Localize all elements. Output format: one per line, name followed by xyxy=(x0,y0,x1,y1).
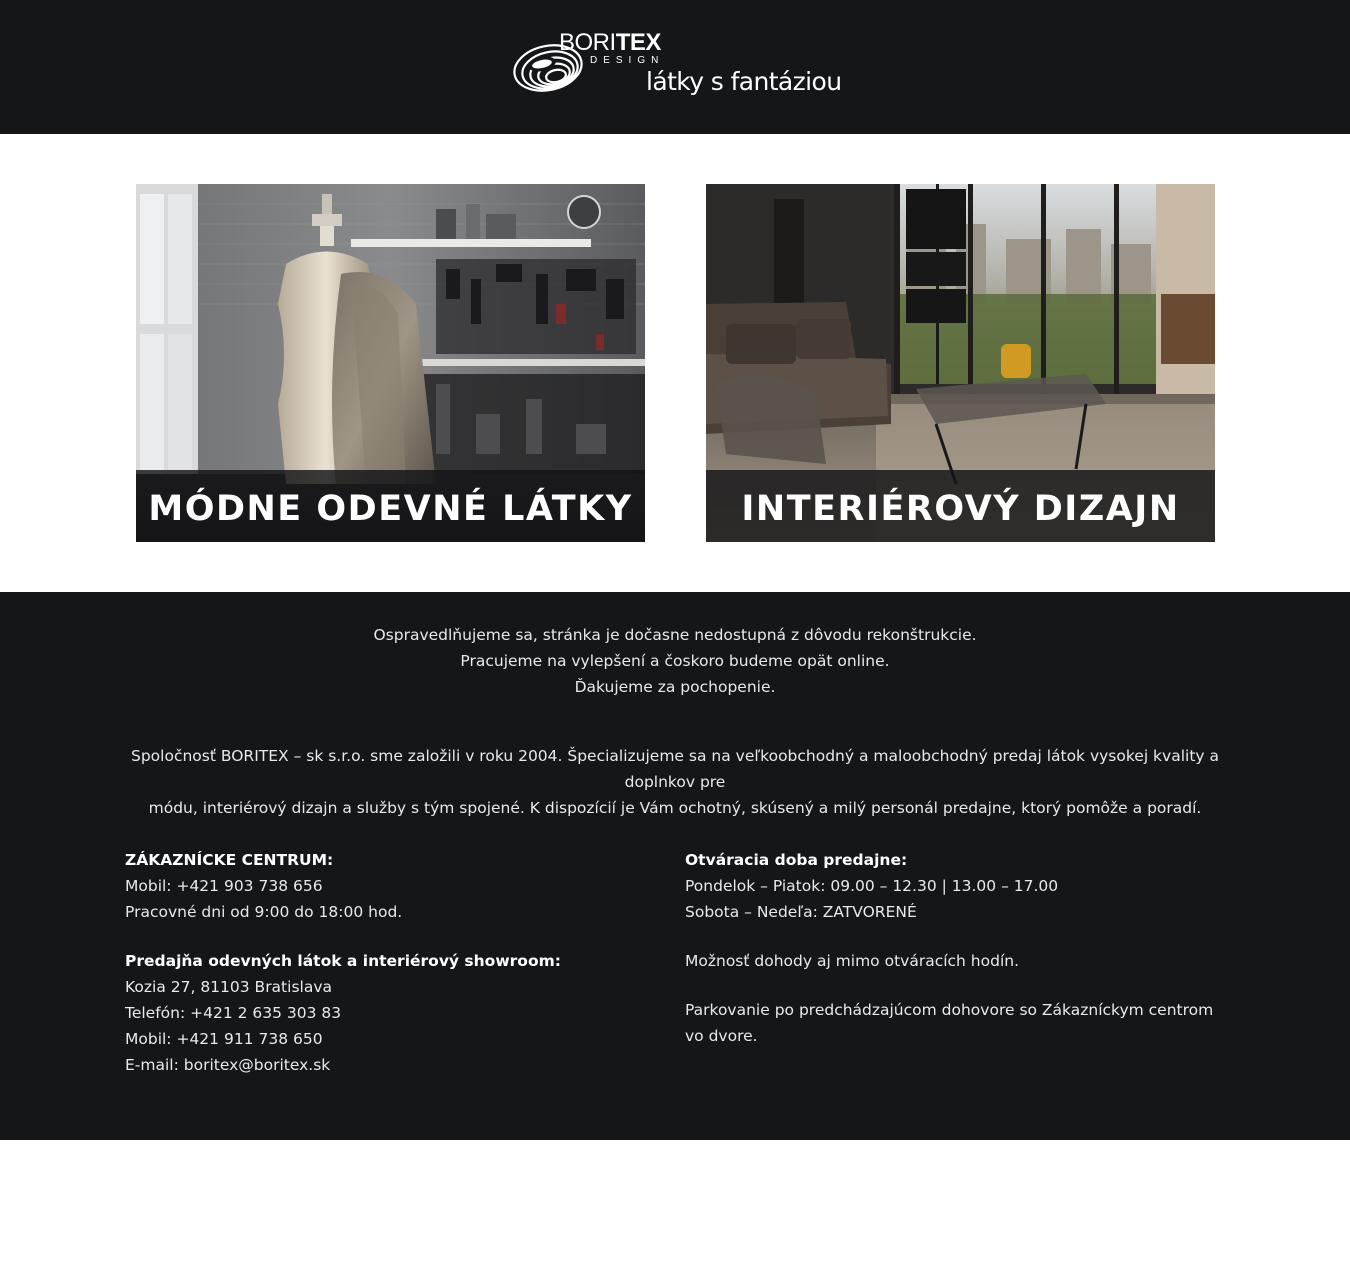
parking-info: Parkovanie po predchádzajúcom dohovore so Zákazníckym centrom vo dvore. xyxy=(685,1001,1214,1045)
customer-center-hours: Pracovné dni od 9:00 do 18:00 hod. xyxy=(125,903,403,921)
showroom-address: Kozia 27, 81103 Bratislava xyxy=(125,978,332,996)
brand-subtitle: DESIGN xyxy=(590,55,665,66)
notice-line: Pracujeme na vylepšení a čoskoro budeme opät online. xyxy=(460,652,890,670)
hours-column xyxy=(685,847,1225,1049)
brand-name-bold: TEX xyxy=(615,29,661,56)
opening-hours-heading: Otváracia doba predajne: xyxy=(685,851,908,869)
brand-logo[interactable] xyxy=(512,30,852,104)
about-line: módu, interiérový dizajn a služby s tým spojené. K dispozícií je Vám ochotný, skúsený a milý personál predajne, ktorý pomôže a poradí. xyxy=(148,799,1202,817)
customer-center-heading: ZÁKAZNÍCKE CENTRUM: xyxy=(125,851,334,869)
contact-column xyxy=(125,847,665,1078)
maintenance-notice xyxy=(0,622,1350,700)
notice-line: Ospravedlňujeme sa, stránka je dočasne nedostupná z dôvodu rekonštrukcie. xyxy=(373,626,977,644)
interior-design-link[interactable] xyxy=(706,184,1215,542)
customer-center-mobile[interactable]: Mobil: +421 903 738 656 xyxy=(125,877,323,895)
info-section xyxy=(0,592,1350,1140)
about-line: Spoločnosť BORITEX – sk s.r.o. sme založili v roku 2004. Špecializujeme sa na veľkoobchodný a maloobchodný predaj látok vysokej kvality a doplnkov pre xyxy=(131,747,1219,791)
showroom-mobile[interactable]: Mobil: +421 911 738 650 xyxy=(125,1030,323,1048)
company-about xyxy=(130,743,1220,821)
opening-hours-weekend: Sobota – Nedeľa: ZATVORENÉ xyxy=(685,903,917,921)
interior-design-caption: INTERIÉROVÝ DIZAJN xyxy=(706,470,1215,542)
opening-hours-weekdays: Pondelok – Piatok: 09.00 – 12.30 | 13.00 – 17.00 xyxy=(685,877,1059,895)
showroom-email[interactable]: E-mail: boritex@boritex.sk xyxy=(125,1056,331,1074)
brand-name xyxy=(559,30,661,56)
showroom-phone[interactable]: Telefón: +421 2 635 303 83 xyxy=(125,1004,342,1022)
fashion-fabrics-link[interactable] xyxy=(136,184,645,542)
site-header xyxy=(0,0,1350,134)
notice-line: Ďakujeme za pochopenie. xyxy=(574,678,776,696)
showroom-heading: Predajňa odevných látok a interiérový showroom: xyxy=(125,952,561,970)
fashion-fabrics-caption: MÓDNE ODEVNÉ LÁTKY xyxy=(136,470,645,542)
brand-name-light: BORI xyxy=(559,29,616,56)
opening-hours-agreement: Možnosť dohody aj mimo otváracích hodín. xyxy=(685,952,1019,970)
brand-tagline: látky s fantáziou xyxy=(646,67,842,96)
